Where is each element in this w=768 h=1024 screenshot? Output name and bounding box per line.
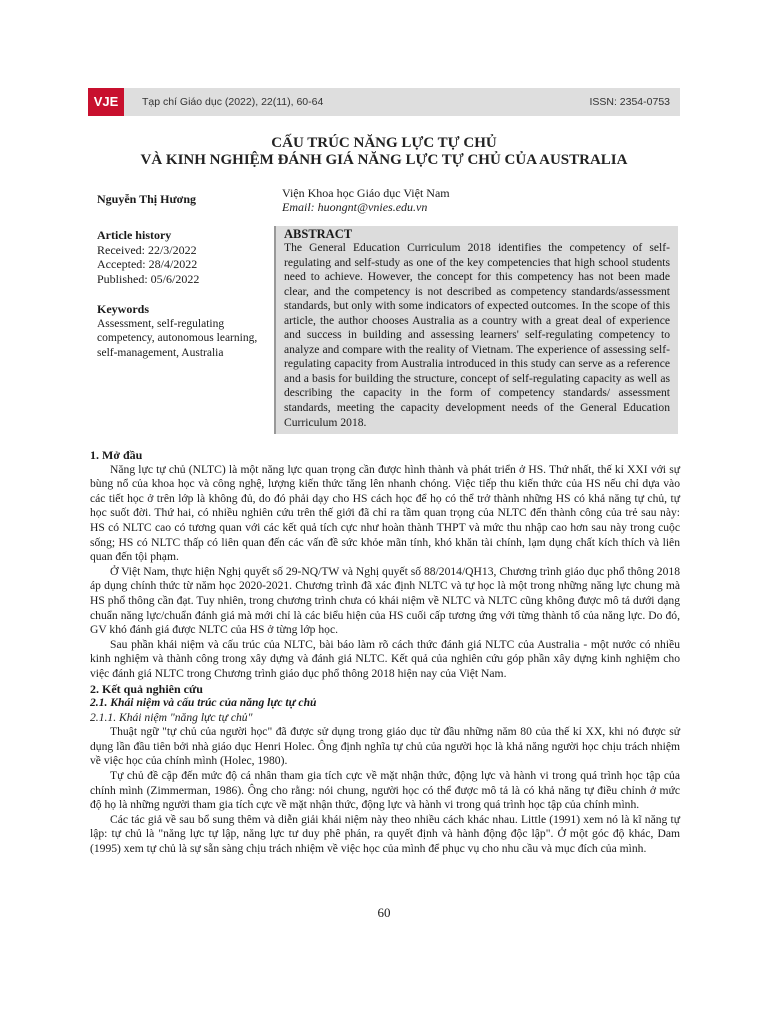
abstract-box	[274, 226, 678, 434]
paragraph: Sau phần khái niệm và cấu trúc của NLTC, bài báo làm rõ cách thức đánh giá NLTC của Australia - một nước có nhiều kinh nghiệm và thành công trong xây dựng và đánh giá NLTC. Kết quả của nghiên cứu góp phần xây dựng kinh nghiệm cho việc đánh giá NLTC trong Chương trình giáo dục phổ thông 2018 hiện nay của Việt Nam.	[90, 637, 680, 680]
author-affiliation-block	[282, 186, 450, 214]
author-email: Email: huongnt@vnies.edu.vn	[282, 200, 428, 214]
history-heading: Article history	[97, 228, 172, 242]
title-line-2: VÀ KINH NGHIỆM ĐÁNH GIÁ NĂNG LỰC TỰ CHỦ CỦA AUSTRALIA	[140, 152, 628, 168]
title-line-1: CẤU TRÚC NĂNG LỰC TỰ CHỦ	[271, 135, 497, 151]
keywords-heading: Keywords	[97, 302, 149, 316]
issn: ISSN: 2354-0753	[589, 96, 670, 108]
accepted-date: Accepted: 28/4/2022	[97, 257, 198, 271]
published-date: Published: 05/6/2022	[97, 271, 200, 286]
subsection-heading-2-1: 2.1. Khái niệm và cấu trúc của năng lực tự chủ	[90, 696, 317, 710]
page-number: 60	[377, 905, 391, 920]
received-date: Received: 22/3/2022	[97, 242, 197, 257]
journal-logo: VJE	[88, 88, 124, 116]
section-heading-1: 1. Mở đầu	[90, 448, 143, 462]
paragraph: Các tác giả về sau bổ sung thêm và diễn giải khái niệm này theo nhiều cách khác nhau. Little (1991) xem nó là kĩ năng tự lập: tự chủ là "năng lực tự lập, năng lực tư duy phê phán, ra quyết định và hành động độc lập". Ở một góc độ khác, Dam (1995) xem tự chủ là sự sẵn sàng chịu trách nhiệm về việc học của mình để phục vụ cho nhu cầu và mục đích của mình.	[90, 812, 680, 856]
keywords-text: Assessment, self-regulating competency, autonomous learning, self-management, Australia	[97, 317, 258, 359]
section-heading-2: 2. Kết quả nghiên cứu	[90, 681, 203, 696]
main-text	[90, 448, 680, 857]
subsubsection-heading-2-1-1: 2.1.1. Khái niệm "năng lực tự chủ"	[90, 710, 253, 724]
journal-header	[88, 88, 680, 116]
journal-citation: Tạp chí Giáo dục (2022), 22(11), 60-64	[142, 96, 324, 108]
keywords-block	[97, 302, 267, 360]
article-history	[97, 228, 199, 286]
author-name: Nguyễn Thị Hương	[97, 192, 196, 206]
paragraph: Ở Việt Nam, thực hiện Nghị quyết số 29-NQ/TW và Nghị quyết số 88/2014/QH13, Chương trình giáo dục phổ thông 2018 áp dụng chính thức từ năm học 2020-2021. Chương trình đã xác định NLTC và tự học là một trong những năng lực chung mà HS phổ thông cần đạt. Tuy nhiên, trong chương trình chưa có khái niệm về NLTC và NLTC cũng không được mô tả dưới dạng chuẩn năng lực/chuẩn đánh giá mà mới chỉ là các biểu hiện của HS cuối cấp tương ứng với từng thành tố của năng lực. Do đó, GV khó đánh giá được NLTC của HS ở từng lớp học.	[90, 564, 680, 637]
affiliation: Viện Khoa học Giáo dục Việt Nam	[282, 186, 450, 200]
paragraph: Năng lực tự chủ (NLTC) là một năng lực quan trọng cần được hình thành và phát triển ở HS. Thứ nhất, thế kỉ XXI với sự bùng nổ của khoa học và công nghệ, lượng kiến thức tăng lên nhanh chóng. Việc tiếp thu kiến thức của HS nếu chỉ dựa vào các tiết học ở trên lớp là không đủ, do đó phải dạy cho HS cách học để họ có thể trở thành những HS có khả năng tự chủ, tự học suốt đời. Thứ hai, có nhiều nghiên cứu trên thế giới đã chỉ ra tầm quan trọng của NLTC đến thành công của trẻ sau này: HS có NLTC cao có tương quan với các kết quả tích cực như hoàn thành THPT và mức thu nhập cao hơn sau này trong cuộc sống; HS có NLTC thấp có liên quan đến các vấn đề sức khỏe mãn tính, khó khăn tài chính, lạm dụng chất kích thích và liên quan đến tội phạm.	[90, 462, 680, 564]
paragraph: Thuật ngữ "tự chủ của người học" đã được sử dụng trong giáo dục từ đầu những năm 80 của thế kỉ XX, khi nó được sử dụng lần đầu tiên bởi nhà giáo dục Henri Holec. Ông định nghĩa tự chủ của người học là khả năng người học chịu trách nhiệm về việc học của chính mình (Holec, 1980).	[90, 725, 680, 768]
abstract-heading: ABSTRACT	[284, 227, 353, 241]
paragraph: Tự chủ đề cập đến mức độ cá nhân tham gia tích cực về mặt nhận thức, động lực và hành vi trong quá trình học tập của chính mình (Zimmerman, 1986). Ông cho rằng: nói chung, người học có thể được mô tả là có khả năng tự điều chỉnh ở mức độ họ là những người tham gia tích cực về mặt nhận thức, động lực và hành vi trong quá trình học tập của chính mình.	[90, 769, 680, 812]
abstract-text: The General Education Curriculum 2018 identifies the competency of self-regulating and self-study as one of the key competencies that high school students need to achieve. However, the concept for this competency has not been made clear, and the competency is not described as competency standards/assessment standards, but only with some indicators of expected outcomes. In the scope of this article, the author chooses Australia as a country with a great deal of experience and success in building and assessing learners' self-regulating competency to analyze and compare with the reality of Vietnam. The experience of assessing self-regulating capacity from Australia introduced in this study can serve as a reference and a basis for building the structure, concept of self-regulating capacity as well as describing the capacity in the form of competency standards/ assessment standards, meeting the capacity development needs of the General Education Curriculum 2018.	[284, 241, 670, 429]
